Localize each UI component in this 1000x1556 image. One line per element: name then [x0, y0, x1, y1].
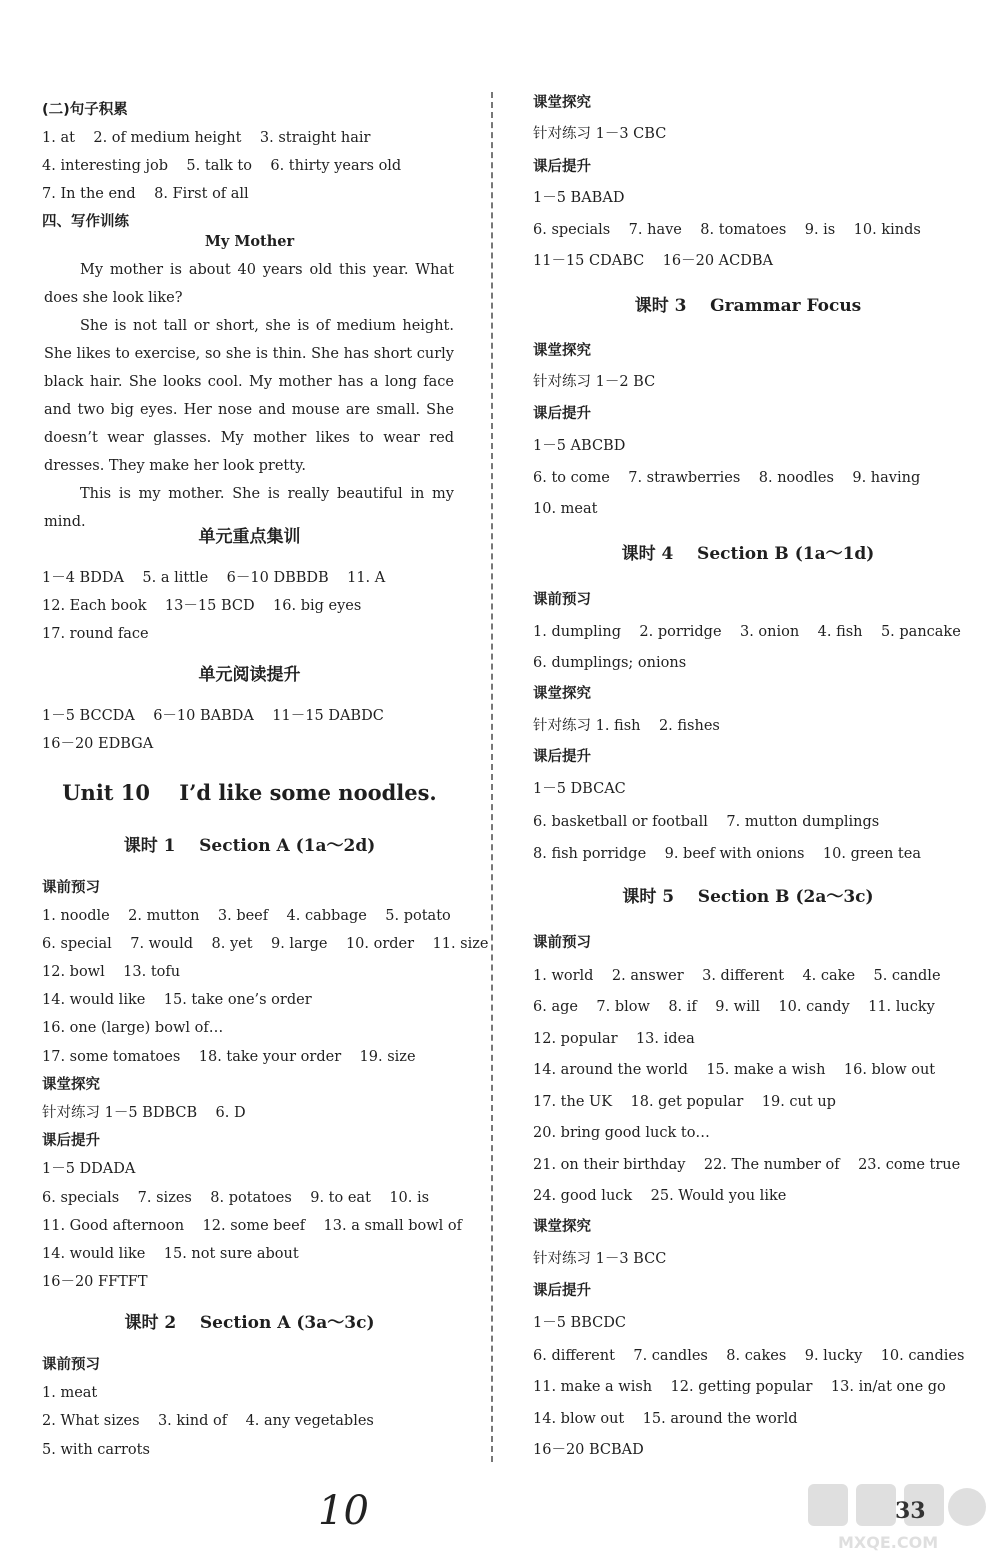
answer-line: 1. meat [42, 1385, 98, 1401]
answer-line: 20. bring good luck to… [533, 1125, 710, 1141]
answer-line: 针对练习 1－2 BC [533, 374, 656, 390]
answer-line: 6. specials 7. have 8. tomatoes 9. is 10. kinds [533, 222, 921, 238]
answer-line: 6. dumplings; onions [533, 655, 687, 671]
section-label: 四、写作训练 [42, 214, 129, 230]
answer-line: 4. interesting job 5. talk to 6. thirty years old [42, 158, 402, 174]
answer-line: 1. at 2. of medium height 3. straight hair [42, 130, 371, 146]
section-label: 课后提升 [533, 749, 591, 765]
answer-line: 17. round face [42, 626, 149, 642]
section-label: 课堂探究 [533, 343, 591, 359]
unit-title: Unit 10 I’d like some noodles. [62, 780, 437, 805]
answer-line: 11－15 CDABC 16－20 ACDBA [533, 253, 773, 269]
answer-line: 6. specials 7. sizes 8. potatoes 9. to eat 10. is [42, 1190, 430, 1206]
section-label: 课堂探究 [533, 1219, 591, 1235]
answer-line: 6. to come 7. strawberries 8. noodles 9. having [533, 470, 921, 486]
answer-line: 24. good luck 25. Would you like [533, 1188, 787, 1204]
answer-line: 11. make a wish 12. getting popular 13. in/at one go [533, 1379, 946, 1395]
section-label: 课前预习 [533, 592, 591, 608]
answer-line: 12. Each book 13－15 BCD 16. big eyes [42, 598, 362, 614]
section-label: 课堂探究 [42, 1077, 100, 1093]
section-label: 课后提升 [42, 1133, 100, 1149]
answer-line: 16－20 EDBGA [42, 736, 154, 752]
lesson-heading: 课时 1 Section A (1a～2d) [123, 836, 376, 856]
lesson-heading: 课时 2 Section A (3a～3c) [124, 1313, 375, 1333]
lesson-heading: 课时 4 Section B (1a～1d) [621, 544, 875, 564]
section-label: 课后提升 [533, 406, 591, 422]
answer-line: 6. different 7. candles 8. cakes 9. lucky 10. candies [533, 1348, 965, 1364]
answer-line: 8. fish porridge 9. beef with onions 10. green tea [533, 846, 921, 862]
answer-line: 14. around the world 15. make a wish 16. blow out [533, 1062, 936, 1078]
answer-line: 12. bowl 13. tofu [42, 964, 181, 980]
essay-paragraph: She is not tall or short, she is of medium height. She likes to exercise, so she is thin. She has short curly black hair. She looks cool. My mother has a long face and two big eyes. Her nose and mouse are small. She doesn’t wear glasses. My mother likes to wear red dresses. They make her look pretty. [44, 318, 454, 474]
page-number: 33 [895, 1498, 926, 1524]
answer-line: 16－20 FFTFT [42, 1274, 148, 1290]
essay-paragraph: My mother is about 40 years old this year. What does she look like? [44, 262, 454, 306]
lesson-heading: 单元重点集训 [198, 527, 301, 547]
answer-line: 1. dumpling 2. porridge 3. onion 4. fish 5. pancake [533, 624, 961, 640]
answer-line: 6. basketball or football 7. mutton dumplings [533, 814, 880, 830]
answer-line: 14. would like 15. take one’s order [42, 992, 312, 1008]
answer-line: 1. world 2. answer 3. different 4. cake 5. candle [533, 968, 941, 984]
handwritten-note: 10 [318, 1488, 369, 1534]
answer-line: 2. What sizes 3. kind of 4. any vegetables [42, 1413, 374, 1429]
lesson-heading: 课时 3 Grammar Focus [634, 296, 862, 316]
answer-line: 12. popular 13. idea [533, 1031, 695, 1047]
answer-line: 1－5 BBCDC [533, 1315, 626, 1331]
answer-line: 针对练习 1. fish 2. fishes [533, 718, 720, 734]
answer-line: 针对练习 1－5 BDBCB 6. D [42, 1105, 246, 1121]
section-label: 课前预习 [42, 1357, 100, 1373]
answer-line: 10. meat [533, 501, 598, 517]
section-label: 课前预习 [42, 880, 100, 896]
answer-line: 1－5 DDADA [42, 1161, 136, 1177]
section-label: 课后提升 [533, 159, 591, 175]
essay-body [44, 256, 454, 536]
answer-line: 5. with carrots [42, 1442, 150, 1458]
answer-line: 14. would like 15. not sure about [42, 1246, 299, 1262]
answer-line: 1－5 DBCAC [533, 781, 626, 797]
answer-line: 1－4 BDDA 5. a little 6－10 DBBDB 11. A [42, 570, 386, 586]
section-label: 课堂探究 [533, 95, 591, 111]
answer-line: 17. some tomatoes 18. take your order 19. size [42, 1049, 416, 1065]
lesson-heading: 课时 5 Section B (2a～3c) [622, 887, 874, 907]
lesson-heading: 单元阅读提升 [198, 665, 301, 685]
answer-line: 16. one (large) bowl of… [42, 1020, 224, 1036]
answer-line: 6. age 7. blow 8. if 9. will 10. candy 11. lucky [533, 999, 935, 1015]
answer-line: 21. on their birthday 22. The number of 23. come true [533, 1157, 961, 1173]
column-divider [491, 92, 493, 1462]
answer-line: 6. special 7. would 8. yet 9. large 10. order 11. size [42, 936, 489, 952]
answer-line: 针对练习 1－3 BCC [533, 1251, 667, 1267]
essay-paragraph: This is my mother. She is really beautiful in my mind. [44, 486, 454, 530]
answer-line: 7. In the end 8. First of all [42, 186, 249, 202]
watermark-text: MXQE.COM [838, 1533, 939, 1552]
section-label: (二)句子积累 [42, 102, 128, 118]
answer-line: 11. Good afternoon 12. some beef 13. a small bowl of [42, 1218, 462, 1234]
answer-line: 针对练习 1－3 CBC [533, 126, 667, 142]
answer-line: 17. the UK 18. get popular 19. cut up [533, 1094, 836, 1110]
answer-line: 1－5 BCCDA 6－10 BABDA 11－15 DABDC [42, 708, 384, 724]
answer-line: 14. blow out 15. around the world [533, 1411, 798, 1427]
answer-line: 1－5 ABCBD [533, 438, 626, 454]
answer-line: 1. noodle 2. mutton 3. beef 4. cabbage 5. potato [42, 908, 451, 924]
section-label: 课堂探究 [533, 686, 591, 702]
section-label: 课后提升 [533, 1283, 591, 1299]
answer-line: 16－20 BCBAD [533, 1442, 644, 1458]
section-label: 课前预习 [533, 935, 591, 951]
answer-line: 1－5 BABAD [533, 190, 625, 206]
essay-title: My Mother [204, 233, 295, 250]
